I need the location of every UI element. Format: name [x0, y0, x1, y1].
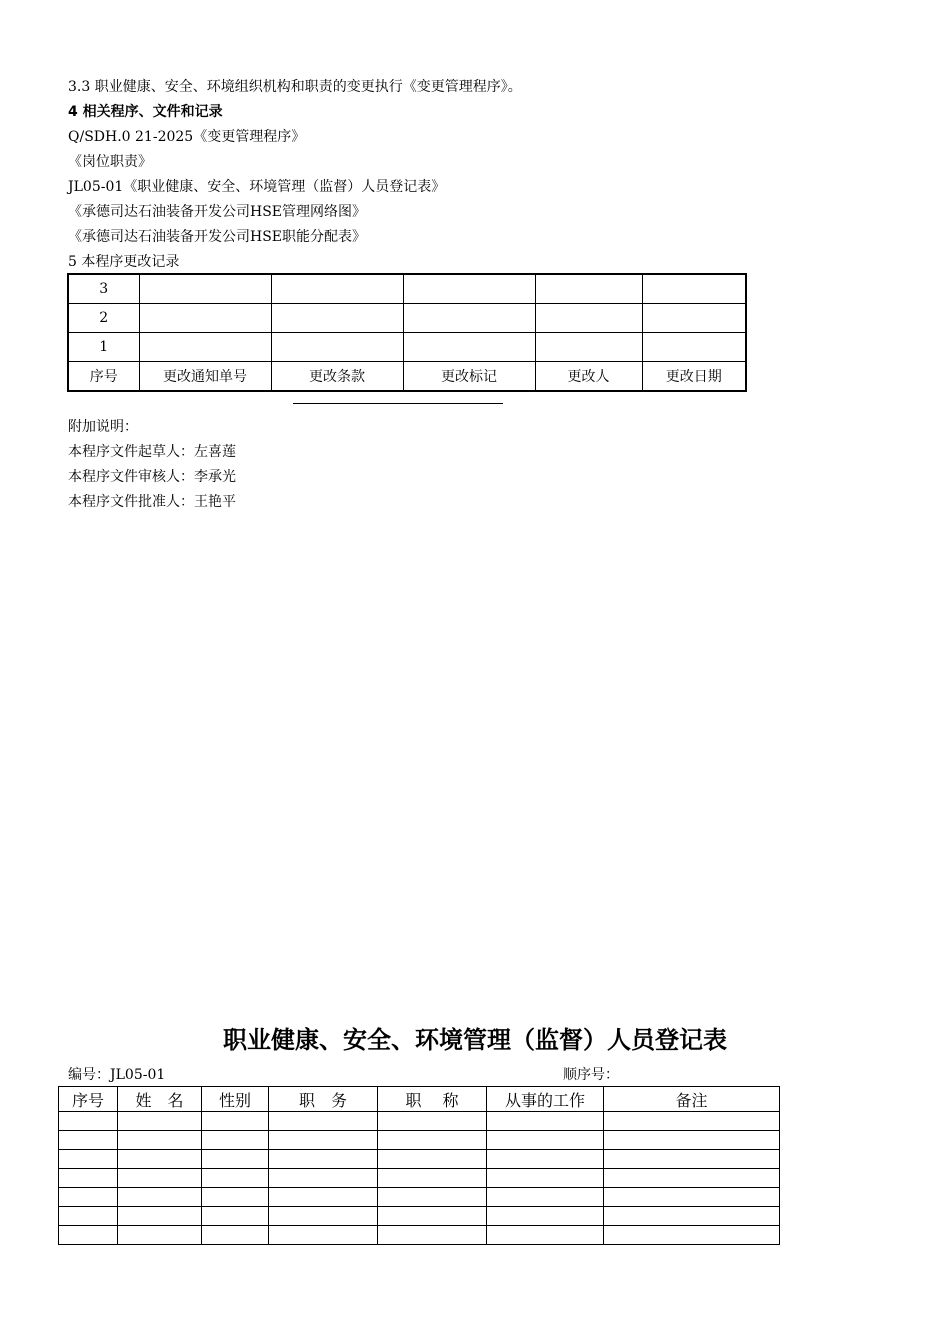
row-number: 3	[68, 274, 139, 304]
header-notice-no: 更改通知单号	[139, 362, 271, 392]
table-cell	[269, 1188, 378, 1207]
table-cell	[202, 1131, 269, 1150]
table-cell	[271, 304, 403, 333]
ref-change-procedure: Q/SDH.0 21-2025《变更管理程序》	[68, 129, 306, 145]
table-cell	[535, 274, 642, 304]
ref-register-form: JL05-01《职业健康、安全、环境管理（监督）人员登记表》	[68, 179, 446, 195]
table-cell	[202, 1207, 269, 1226]
table-row	[68, 333, 746, 362]
header-gender: 性别	[202, 1087, 269, 1112]
register-title: 职业健康、安全、环境管理（监督）人员登记表	[223, 1025, 727, 1054]
table-cell	[118, 1226, 202, 1245]
header-position: 职 务	[269, 1087, 378, 1112]
table-cell	[535, 304, 642, 333]
header-remarks: 备注	[604, 1087, 780, 1112]
header-title: 职 称	[378, 1087, 487, 1112]
table-cell	[59, 1150, 118, 1169]
table-cell	[487, 1112, 604, 1131]
table-cell	[403, 333, 535, 362]
table-cell	[202, 1169, 269, 1188]
table-cell	[604, 1188, 780, 1207]
table-cell	[59, 1112, 118, 1131]
table-cell	[271, 274, 403, 304]
section-4-heading: 4 相关程序、文件和记录	[68, 104, 223, 120]
table-cell	[487, 1188, 604, 1207]
table-row	[59, 1226, 780, 1245]
register-code: 编号：JL05-01	[68, 1067, 166, 1083]
table-cell	[642, 274, 746, 304]
table-cell	[487, 1169, 604, 1188]
table-cell	[487, 1226, 604, 1245]
table-cell	[202, 1226, 269, 1245]
table-cell	[378, 1207, 487, 1226]
table-row	[59, 1169, 780, 1188]
table-cell	[378, 1112, 487, 1131]
table-cell	[202, 1112, 269, 1131]
table-cell	[487, 1207, 604, 1226]
table-cell	[378, 1150, 487, 1169]
table-cell	[202, 1150, 269, 1169]
table-cell	[139, 274, 271, 304]
table-cell	[535, 333, 642, 362]
table-cell	[487, 1131, 604, 1150]
table-row	[68, 274, 746, 304]
table-cell	[118, 1131, 202, 1150]
table-header-row	[59, 1087, 780, 1112]
table-cell	[378, 1226, 487, 1245]
table-row	[59, 1150, 780, 1169]
change-record-table	[67, 273, 747, 392]
table-cell	[118, 1150, 202, 1169]
drafter-line: 本程序文件起草人：左喜莲	[68, 444, 236, 460]
header-clause: 更改条款	[271, 362, 403, 392]
table-cell	[604, 1131, 780, 1150]
table-cell	[59, 1169, 118, 1188]
table-cell	[604, 1226, 780, 1245]
table-cell	[403, 304, 535, 333]
table-cell	[59, 1226, 118, 1245]
table-cell	[269, 1112, 378, 1131]
header-seq: 序号	[59, 1087, 118, 1112]
table-cell	[118, 1112, 202, 1131]
table-cell	[604, 1150, 780, 1169]
table-cell	[604, 1112, 780, 1131]
row-number: 1	[68, 333, 139, 362]
table-cell	[269, 1207, 378, 1226]
table-cell	[378, 1131, 487, 1150]
table-cell	[403, 274, 535, 304]
table-cell	[642, 304, 746, 333]
table-cell	[642, 333, 746, 362]
table-cell	[59, 1188, 118, 1207]
table-cell	[604, 1207, 780, 1226]
register-sequence: 顺序号：	[563, 1067, 619, 1083]
personnel-register-table	[58, 1086, 780, 1245]
notes-title: 附加说明：	[68, 419, 138, 435]
table-row	[68, 304, 746, 333]
table-cell	[269, 1169, 378, 1188]
table-row	[59, 1188, 780, 1207]
section-5-heading: 5 本程序更改记录	[68, 254, 180, 270]
header-person: 更改人	[535, 362, 642, 392]
table-cell	[378, 1188, 487, 1207]
table-cell	[269, 1150, 378, 1169]
header-mark: 更改标记	[403, 362, 535, 392]
table-cell	[271, 333, 403, 362]
table-row	[59, 1112, 780, 1131]
table-row	[59, 1131, 780, 1150]
table-header-row	[68, 362, 746, 392]
header-seq: 序号	[68, 362, 139, 392]
header-name: 姓 名	[118, 1087, 202, 1112]
table-cell	[378, 1169, 487, 1188]
header-work: 从事的工作	[487, 1087, 604, 1112]
table-cell	[118, 1188, 202, 1207]
table-cell	[118, 1207, 202, 1226]
ref-hse-function-table: 《承德司达石油装备开发公司HSE职能分配表》	[68, 229, 367, 245]
table-cell	[139, 333, 271, 362]
table-cell	[269, 1131, 378, 1150]
row-number: 2	[68, 304, 139, 333]
ref-job-duties: 《岗位职责》	[68, 154, 152, 170]
table-cell	[202, 1188, 269, 1207]
ref-hse-network-chart: 《承德司达石油装备开发公司HSE管理网络图》	[68, 204, 367, 220]
divider-line	[293, 403, 503, 404]
reviewer-line: 本程序文件审核人：李承光	[68, 469, 236, 485]
header-date: 更改日期	[642, 362, 746, 392]
table-cell	[604, 1169, 780, 1188]
table-cell	[139, 304, 271, 333]
table-cell	[487, 1150, 604, 1169]
table-cell	[118, 1169, 202, 1188]
approver-line: 本程序文件批准人：王艳平	[68, 494, 236, 510]
section-3-3-text: 3.3 职业健康、安全、环境组织机构和职责的变更执行《变更管理程序》。	[68, 79, 522, 95]
table-cell	[269, 1226, 378, 1245]
table-cell	[59, 1131, 118, 1150]
table-row	[59, 1207, 780, 1226]
table-cell	[59, 1207, 118, 1226]
